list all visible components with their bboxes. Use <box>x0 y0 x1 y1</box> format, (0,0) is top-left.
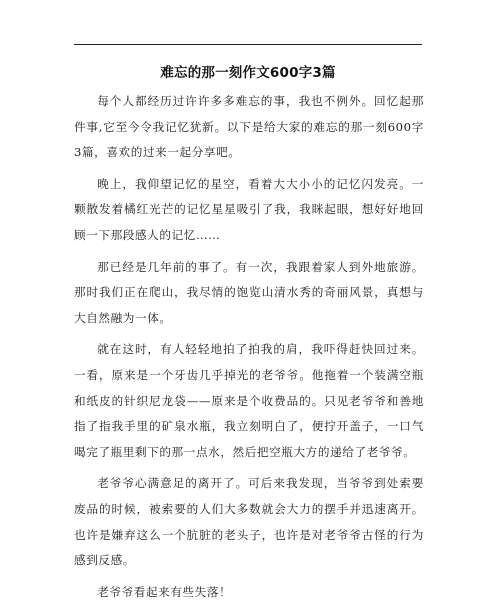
paragraph-3: 那已经是几年前的事了。有一次，我跟着家人到外地旅游。那时我们正在爬山，我尽情的饱览山清水秀的奇丽风景，真想与大自然融为一体。 <box>74 259 424 325</box>
document-body <box>74 89 424 611</box>
header-rule <box>74 44 422 45</box>
paragraph-2: 晚上，我仰望记忆的星空，看着大大小小的记忆闪发亮。一颗散发着橘红光芒的记忆星星吸引了我，我眯起眼，想好好地回顾一下那段感人的记忆…… <box>74 176 424 242</box>
paragraph-4: 就在这时，有人轻轻地拍了拍我的肩，我吓得赶快回过来。一看，原来是一个牙齿几乎掉光的老爷爷。他拖着一个装满空瓶和纸皮的针织尼龙袋——原来是个收费品的。只见老爷爷和善地指了指我手里的矿泉水瓶，我立刻明白了，便拧开盖子，一口气喝完了瓶里剩下的那一点水，然后把空瓶大方的递给了老爷爷。 <box>74 342 424 459</box>
paragraph-1: 每个人都经历过许许多多难忘的事，我也不例外。回忆起那件事,它至今令我记忆犹新。以下是给大家的难忘的那一刻600字3篇，喜欢的过来一起分享吧。 <box>74 94 424 160</box>
paragraph-5: 老爷爷心满意足的离开了。可后来我发现，当爷爷到处索要废品的时候，被索要的人们大多数就会大力的摆手并迅速离开。也许是嫌弃这么一个肮脏的老头子，也许是对老爷爷古怪的行为感到反感。 <box>74 476 424 568</box>
document-title: 难忘的那一刻作文600字3篇 <box>160 65 336 81</box>
paragraph-6: 老爷爷看起来有些失落！ <box>97 584 232 599</box>
